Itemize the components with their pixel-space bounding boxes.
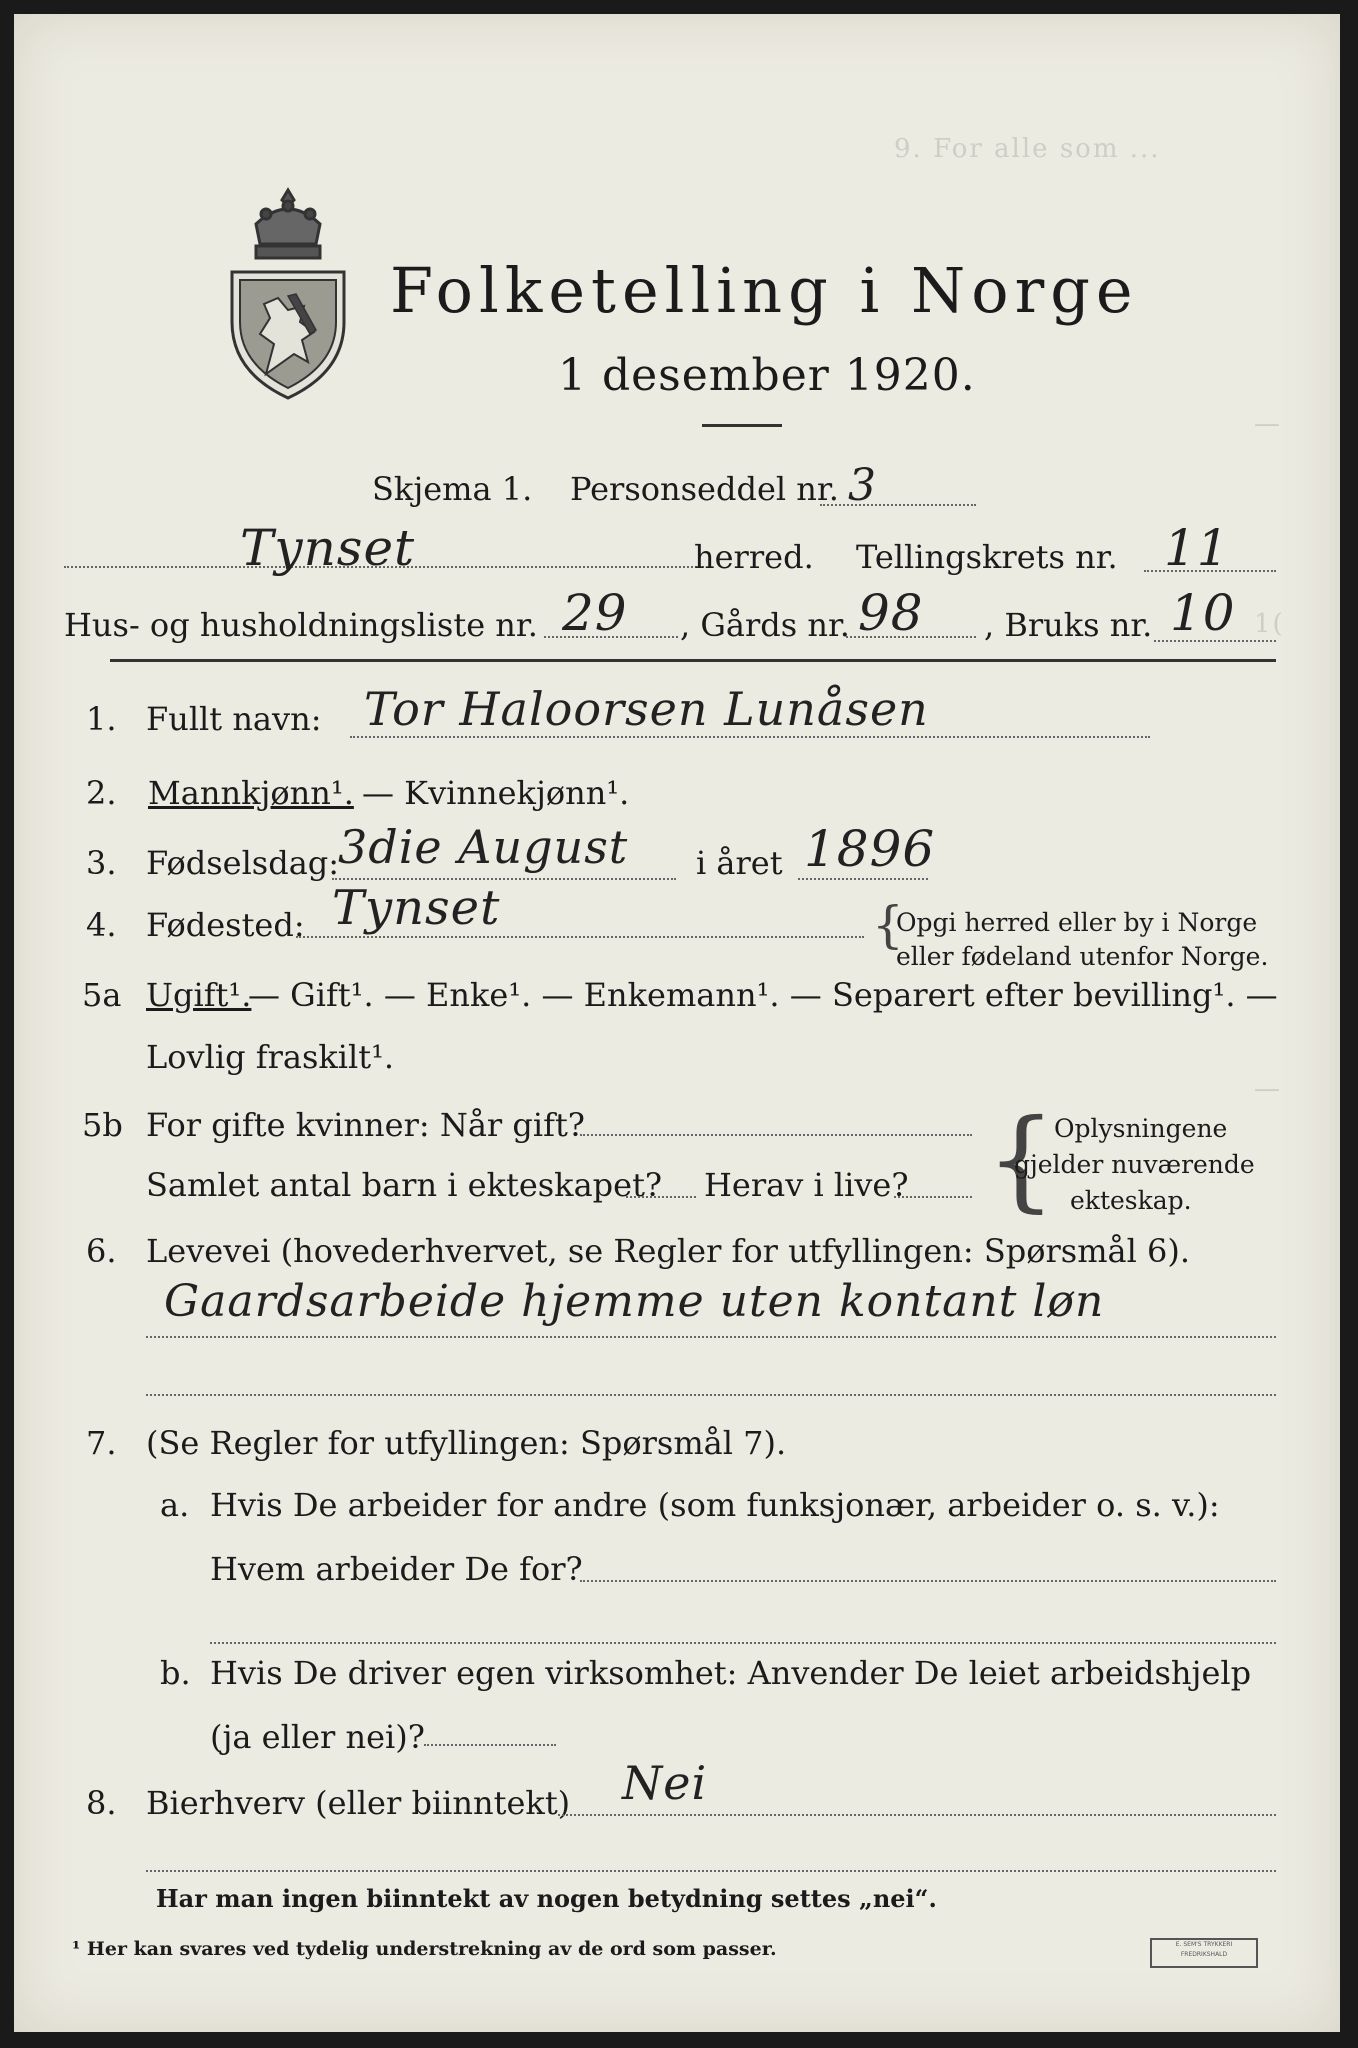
footer-note: Har man ingen biinntekt av nogen betydning settes „nei“.	[156, 1884, 937, 1913]
q5b-married-label: For gifte kvinner: Når gift?	[146, 1106, 585, 1144]
header-divider	[110, 659, 1276, 662]
q1-value[interactable]: Tor Haloorsen Lunåsen	[364, 682, 929, 736]
q5a-option-fraskilt[interactable]: Lovlig fraskilt¹.	[146, 1038, 395, 1076]
q4-brace: {	[872, 896, 904, 954]
q1-number: 1.	[86, 700, 117, 738]
printer-stamp: E. SEM'S TRYKKERI FREDRIKSHALD	[1150, 1938, 1258, 1968]
q6-number: 6.	[86, 1232, 117, 1270]
herred-value[interactable]: Tynset	[240, 519, 416, 577]
q2-option-kvinne[interactable]: — Kvinnekjønn¹.	[362, 774, 630, 812]
q4-value[interactable]: Tynset	[332, 880, 501, 936]
q5b-number: 5b	[82, 1106, 123, 1144]
bruks-label: , Bruks nr.	[984, 606, 1153, 644]
norway-coat-of-arms-icon	[226, 184, 350, 404]
bleed-through-line: —	[1254, 1074, 1282, 1104]
gards-value[interactable]: 98	[858, 584, 924, 642]
q8-line-1	[558, 1814, 1276, 1816]
q6-label: Levevei (hovederhvervet, se Regler for utfyllingen: Spørsmål 6).	[146, 1232, 1191, 1270]
q7a-letter: a.	[160, 1486, 190, 1524]
q4-note-2: eller fødeland utenfor Norge.	[896, 942, 1269, 971]
schema-label: Skjema 1.	[372, 470, 533, 508]
q5b-married-line	[580, 1134, 972, 1136]
q7a-line-2	[210, 1642, 1276, 1644]
form-date: 1 desember 1920.	[558, 350, 976, 401]
q3-number: 3.	[86, 844, 117, 882]
q5b-children-line	[626, 1196, 696, 1198]
q3-year-label: i året	[696, 844, 783, 882]
q1-line	[350, 736, 1150, 738]
q7-label: (Se Regler for utfyllingen: Spørsmål 7).	[146, 1424, 787, 1462]
q5a-number: 5a	[82, 976, 122, 1014]
q7-number: 7.	[86, 1424, 117, 1462]
personseddel-label: Personseddel nr.	[570, 470, 839, 508]
q7b-line	[424, 1744, 556, 1746]
q2-option-mann[interactable]: Mannkjønn¹.	[148, 774, 354, 812]
q7a-label: Hvis De arbeider for andre (som funksjonær, arbeider o. s. v.):	[210, 1486, 1220, 1524]
q5a-options-rest: — Gift¹. — Enke¹. — Enkemann¹. — Separert efter bevilling¹. —	[248, 976, 1278, 1014]
census-form-sheet	[14, 14, 1340, 2032]
husholdningsliste-value[interactable]: 29	[562, 584, 628, 642]
q3-year-value[interactable]: 1896	[804, 820, 936, 878]
q7b-letter: b.	[160, 1654, 191, 1692]
q5b-children-label: Samlet antal barn i ekteskapet?	[146, 1166, 663, 1204]
q4-line	[296, 936, 864, 938]
bleed-through-line: 1(	[1254, 609, 1285, 639]
q6-line-2	[146, 1394, 1276, 1396]
tellingskrets-label: Tellingskrets nr.	[856, 538, 1118, 576]
tellingskrets-value[interactable]: 11	[1164, 519, 1230, 577]
q7a-question: Hvem arbeider De for?	[210, 1550, 583, 1588]
q1-label: Fullt navn:	[146, 700, 322, 738]
personseddel-line	[820, 504, 976, 506]
q4-number: 4.	[86, 906, 117, 944]
q6-value[interactable]: Gaardsarbeide hjemme uten kontant løn	[164, 1276, 1105, 1327]
q4-note-1: Opgi herred eller by i Norge	[896, 908, 1258, 937]
gards-label: , Gårds nr.	[680, 606, 850, 644]
footer-footnote: ¹ Her kan svares ved tydelig understrekning av de ord som passer.	[72, 1938, 777, 1960]
q3-label: Fødselsdag:	[146, 844, 340, 882]
q7b-question: (ja eller nei)?	[210, 1718, 425, 1756]
q5a-option-ugift[interactable]: Ugift¹.	[146, 976, 252, 1014]
q8-number: 8.	[86, 1784, 117, 1822]
q5b-alive-line	[894, 1196, 972, 1198]
q5b-note-1: Oplysningene	[1054, 1114, 1228, 1143]
bruks-value[interactable]: 10	[1170, 584, 1236, 642]
personseddel-value[interactable]: 3	[848, 460, 877, 511]
title-divider	[702, 424, 782, 427]
q8-label: Bierhverv (eller biinntekt)	[146, 1784, 571, 1822]
q3-year-line	[798, 878, 928, 880]
q8-value[interactable]: Nei	[622, 1756, 708, 1810]
q2-number: 2.	[86, 774, 117, 812]
q7b-label: Hvis De driver egen virksomhet: Anvender De leiet arbeidshjelp	[210, 1654, 1252, 1692]
form-title: Folketelling i Norge	[390, 254, 1139, 327]
q5b-note-2: gjelder nuværende	[1014, 1150, 1255, 1179]
q7a-line-1	[580, 1580, 1276, 1582]
q3-day-value[interactable]: 3die August	[338, 820, 629, 874]
q5b-note-3: ekteskap.	[1070, 1186, 1192, 1215]
herred-label: herred.	[694, 538, 814, 576]
q5b-alive-label: Herav i live?	[704, 1166, 909, 1204]
husholdningsliste-label: Hus- og husholdningsliste nr.	[64, 606, 538, 644]
bleed-through-line: 9. For alle som ...	[894, 134, 1161, 164]
q8-line-2	[146, 1870, 1276, 1872]
q5b-brace: {	[986, 1095, 1056, 1223]
bleed-through-line: —	[1254, 409, 1282, 439]
q4-label: Fødested:	[146, 906, 305, 944]
q6-line-1	[146, 1336, 1276, 1338]
